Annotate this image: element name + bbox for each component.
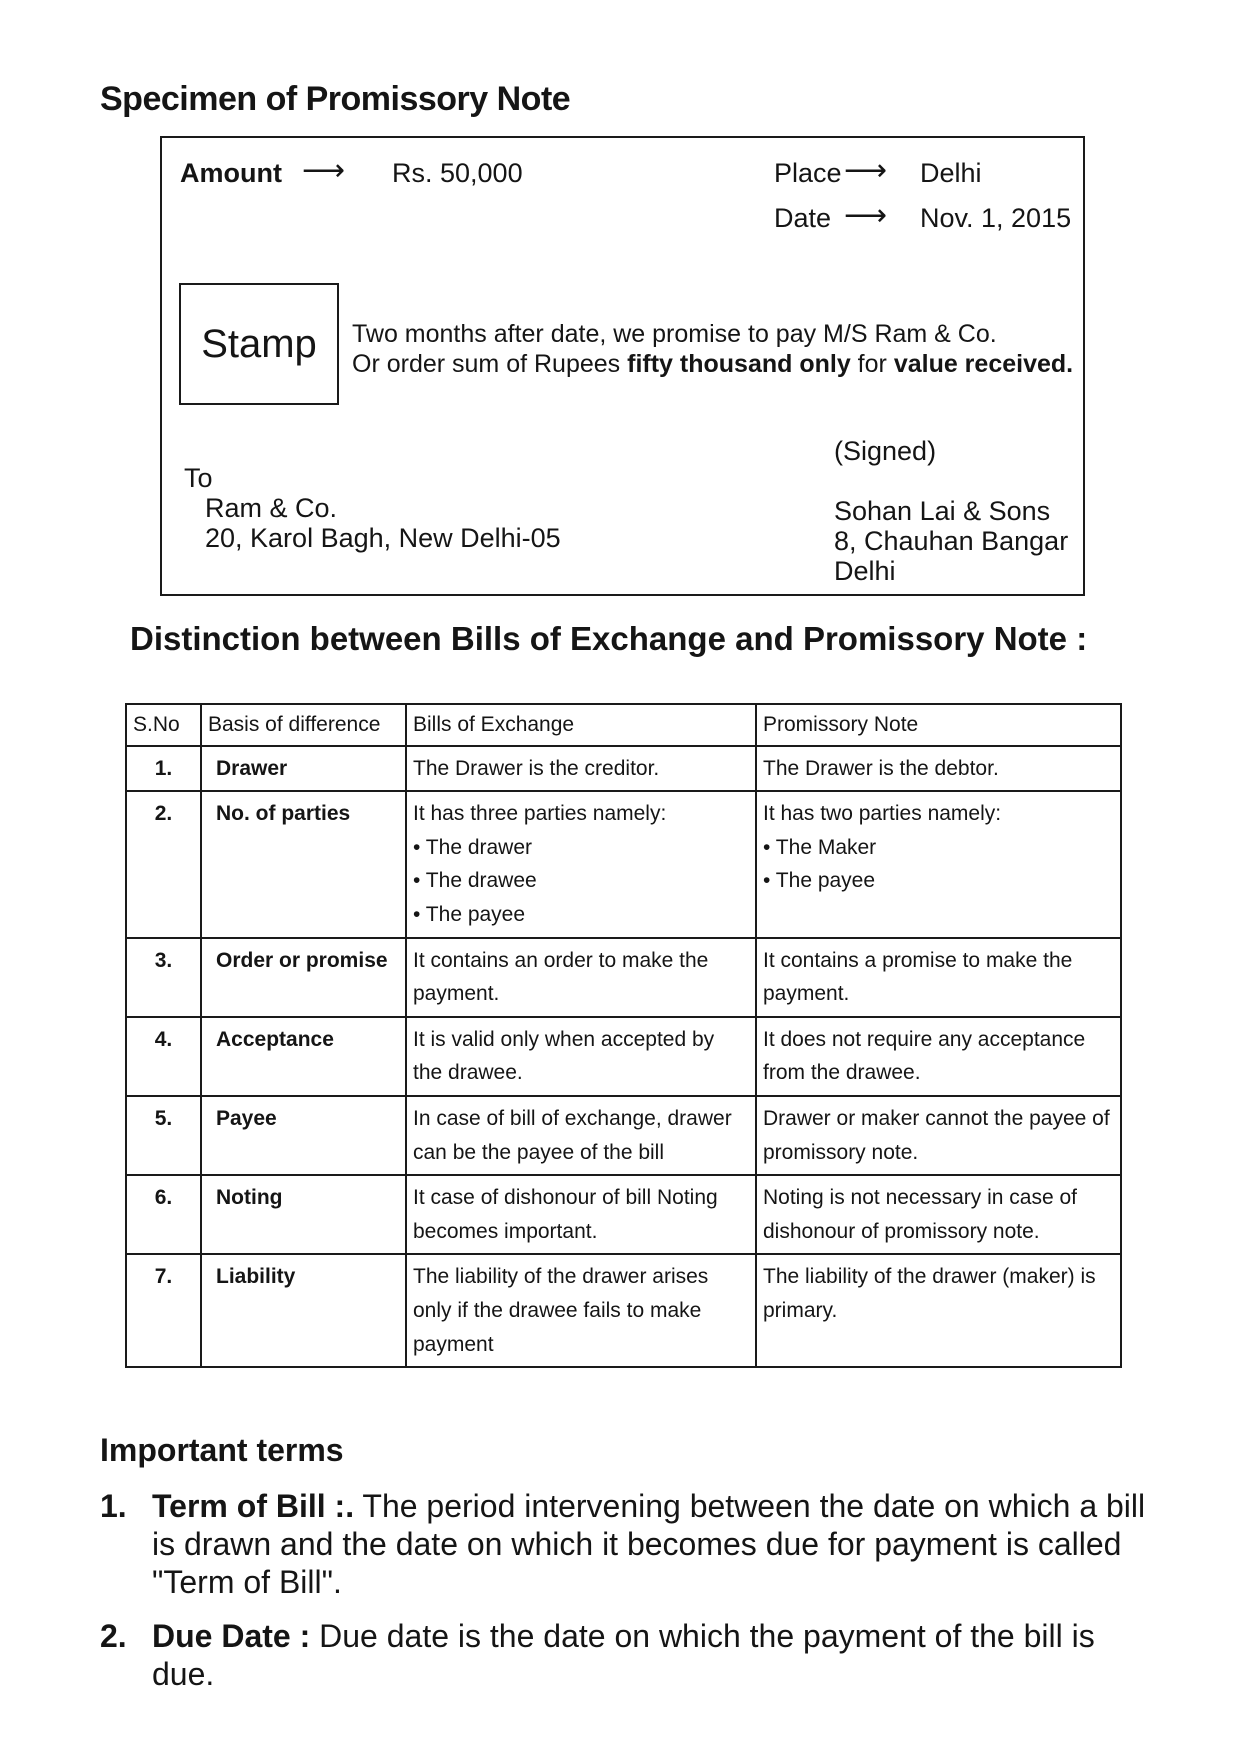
distinction-table xyxy=(125,703,1122,1368)
term-text: Due date is the date on which the payment of the bill is due. xyxy=(152,1618,1095,1692)
place-value: Delhi xyxy=(920,158,982,188)
important-terms-heading: Important terms xyxy=(100,1432,344,1468)
header-sno: S.No xyxy=(126,704,201,746)
table-row xyxy=(126,1096,1121,1175)
term-title: Term of Bill :. xyxy=(152,1488,355,1524)
note-cell xyxy=(756,746,1121,792)
row-sno: 2. xyxy=(126,791,201,937)
note-text: It contains a promise to make the payment. xyxy=(763,948,1073,1006)
table-header-row xyxy=(126,704,1121,746)
row-sno: 7. xyxy=(126,1254,201,1367)
bill-cell xyxy=(406,1175,756,1254)
bill-cell xyxy=(406,1096,756,1175)
row-basis: Acceptance xyxy=(201,1017,406,1096)
row-basis: Noting xyxy=(201,1175,406,1254)
note-text: • The payee xyxy=(763,869,876,893)
promise-line-2: Or order sum of Rupees fifty thousand only for value received. xyxy=(352,350,1074,378)
row-basis: Order or promise xyxy=(201,938,406,1017)
table-row xyxy=(126,1254,1121,1367)
term-item xyxy=(100,1617,1160,1693)
row-sno: 4. xyxy=(126,1017,201,1096)
bill-text: It has three parties namely: xyxy=(413,802,667,826)
term-number: 1. xyxy=(100,1488,127,1524)
bill-text: • The payee xyxy=(413,902,526,926)
signed-label: (Signed) xyxy=(834,436,937,466)
row-sno: 1. xyxy=(126,746,201,792)
row-basis: Payee xyxy=(201,1096,406,1175)
bill-cell xyxy=(406,791,756,937)
promissory-note-box xyxy=(160,136,1085,596)
to-name: Ram & Co. xyxy=(205,493,338,523)
note-text: Drawer or maker cannot the payee of promissory note. xyxy=(763,1106,1110,1164)
table-row xyxy=(126,938,1121,1017)
amount-label: Amount xyxy=(180,158,282,188)
note-cell xyxy=(756,791,1121,937)
arrow-icon: ⟶ xyxy=(302,154,346,187)
table-row xyxy=(126,791,1121,937)
note-cell xyxy=(756,1017,1121,1096)
note-text: It does not require any acceptance from the drawee. xyxy=(763,1027,1086,1085)
note-text: The liability of the drawer (maker) is primary. xyxy=(763,1265,1096,1322)
bill-text: It is valid only when accepted by the drawee. xyxy=(413,1027,715,1085)
row-basis: Drawer xyxy=(201,746,406,792)
date-label: Date xyxy=(774,203,832,233)
row-sno: 3. xyxy=(126,938,201,1017)
table-row xyxy=(126,746,1121,792)
table-row xyxy=(126,1175,1121,1254)
note-text: The Drawer is the debtor. xyxy=(763,756,999,780)
note-cell xyxy=(756,1096,1121,1175)
stamp-label: Stamp xyxy=(201,321,317,366)
row-basis: Liability xyxy=(201,1254,406,1367)
to-label: To xyxy=(184,463,213,493)
distinction-heading: Distinction between Bills of Exchange and Promissory Note : xyxy=(130,620,1088,657)
bill-cell xyxy=(406,938,756,1017)
term-title: Due Date : xyxy=(152,1618,311,1654)
note-text: Noting is not necessary in case of dishonour of promissory note. xyxy=(763,1186,1077,1243)
arrow-icon: ⟶ xyxy=(844,199,888,232)
bill-text: • The drawer xyxy=(413,835,533,859)
arrow-icon: ⟶ xyxy=(844,154,888,187)
bill-text: It contains an order to make the payment. xyxy=(413,948,709,1006)
bill-cell xyxy=(406,746,756,792)
from-address-2: Delhi xyxy=(834,556,896,586)
bill-text: In case of bill of exchange, drawer can be the payee of the bill xyxy=(413,1106,732,1164)
stamp-box xyxy=(179,283,339,405)
row-basis: No. of parties xyxy=(201,791,406,937)
header-note: Promissory Note xyxy=(756,704,1121,746)
header-bill: Bills of Exchange xyxy=(406,704,756,746)
bill-text: • The drawee xyxy=(413,869,537,893)
bill-cell xyxy=(406,1017,756,1096)
promise-line-1: Two months after date, we promise to pay M/S Ram & Co. xyxy=(352,320,997,348)
date-value: Nov. 1, 2015 xyxy=(920,203,1072,233)
amount-value: Rs. 50,000 xyxy=(392,158,523,188)
note-cell xyxy=(756,1254,1121,1367)
term-number: 2. xyxy=(100,1618,127,1654)
note-text: • The Maker xyxy=(763,835,877,859)
row-sno: 6. xyxy=(126,1175,201,1254)
note-text: It has two parties namely: xyxy=(763,802,1002,826)
row-sno: 5. xyxy=(126,1096,201,1175)
note-cell xyxy=(756,1175,1121,1254)
from-address-1: 8, Chauhan Bangar xyxy=(834,526,1069,556)
term-item xyxy=(100,1487,1160,1601)
bill-text: It case of dishonour of bill Noting becomes important. xyxy=(413,1186,718,1243)
bill-text: The Drawer is the creditor. xyxy=(413,756,660,780)
table-row xyxy=(126,1017,1121,1096)
to-address: 20, Karol Bagh, New Delhi-05 xyxy=(205,523,561,553)
note-cell xyxy=(756,938,1121,1017)
specimen-heading: Specimen of Promissory Note xyxy=(100,80,571,118)
from-name: Sohan Lai & Sons xyxy=(834,496,1051,526)
place-label: Place xyxy=(774,158,842,188)
header-basis: Basis of difference xyxy=(201,704,406,746)
bill-cell xyxy=(406,1254,756,1367)
term-text: The period intervening between the date on which a bill is drawn and the date on which it becomes due for payment is called "Term of Bill". xyxy=(152,1488,1146,1600)
bill-text: The liability of the drawer arises only if the drawee fails to make payment xyxy=(413,1265,709,1356)
